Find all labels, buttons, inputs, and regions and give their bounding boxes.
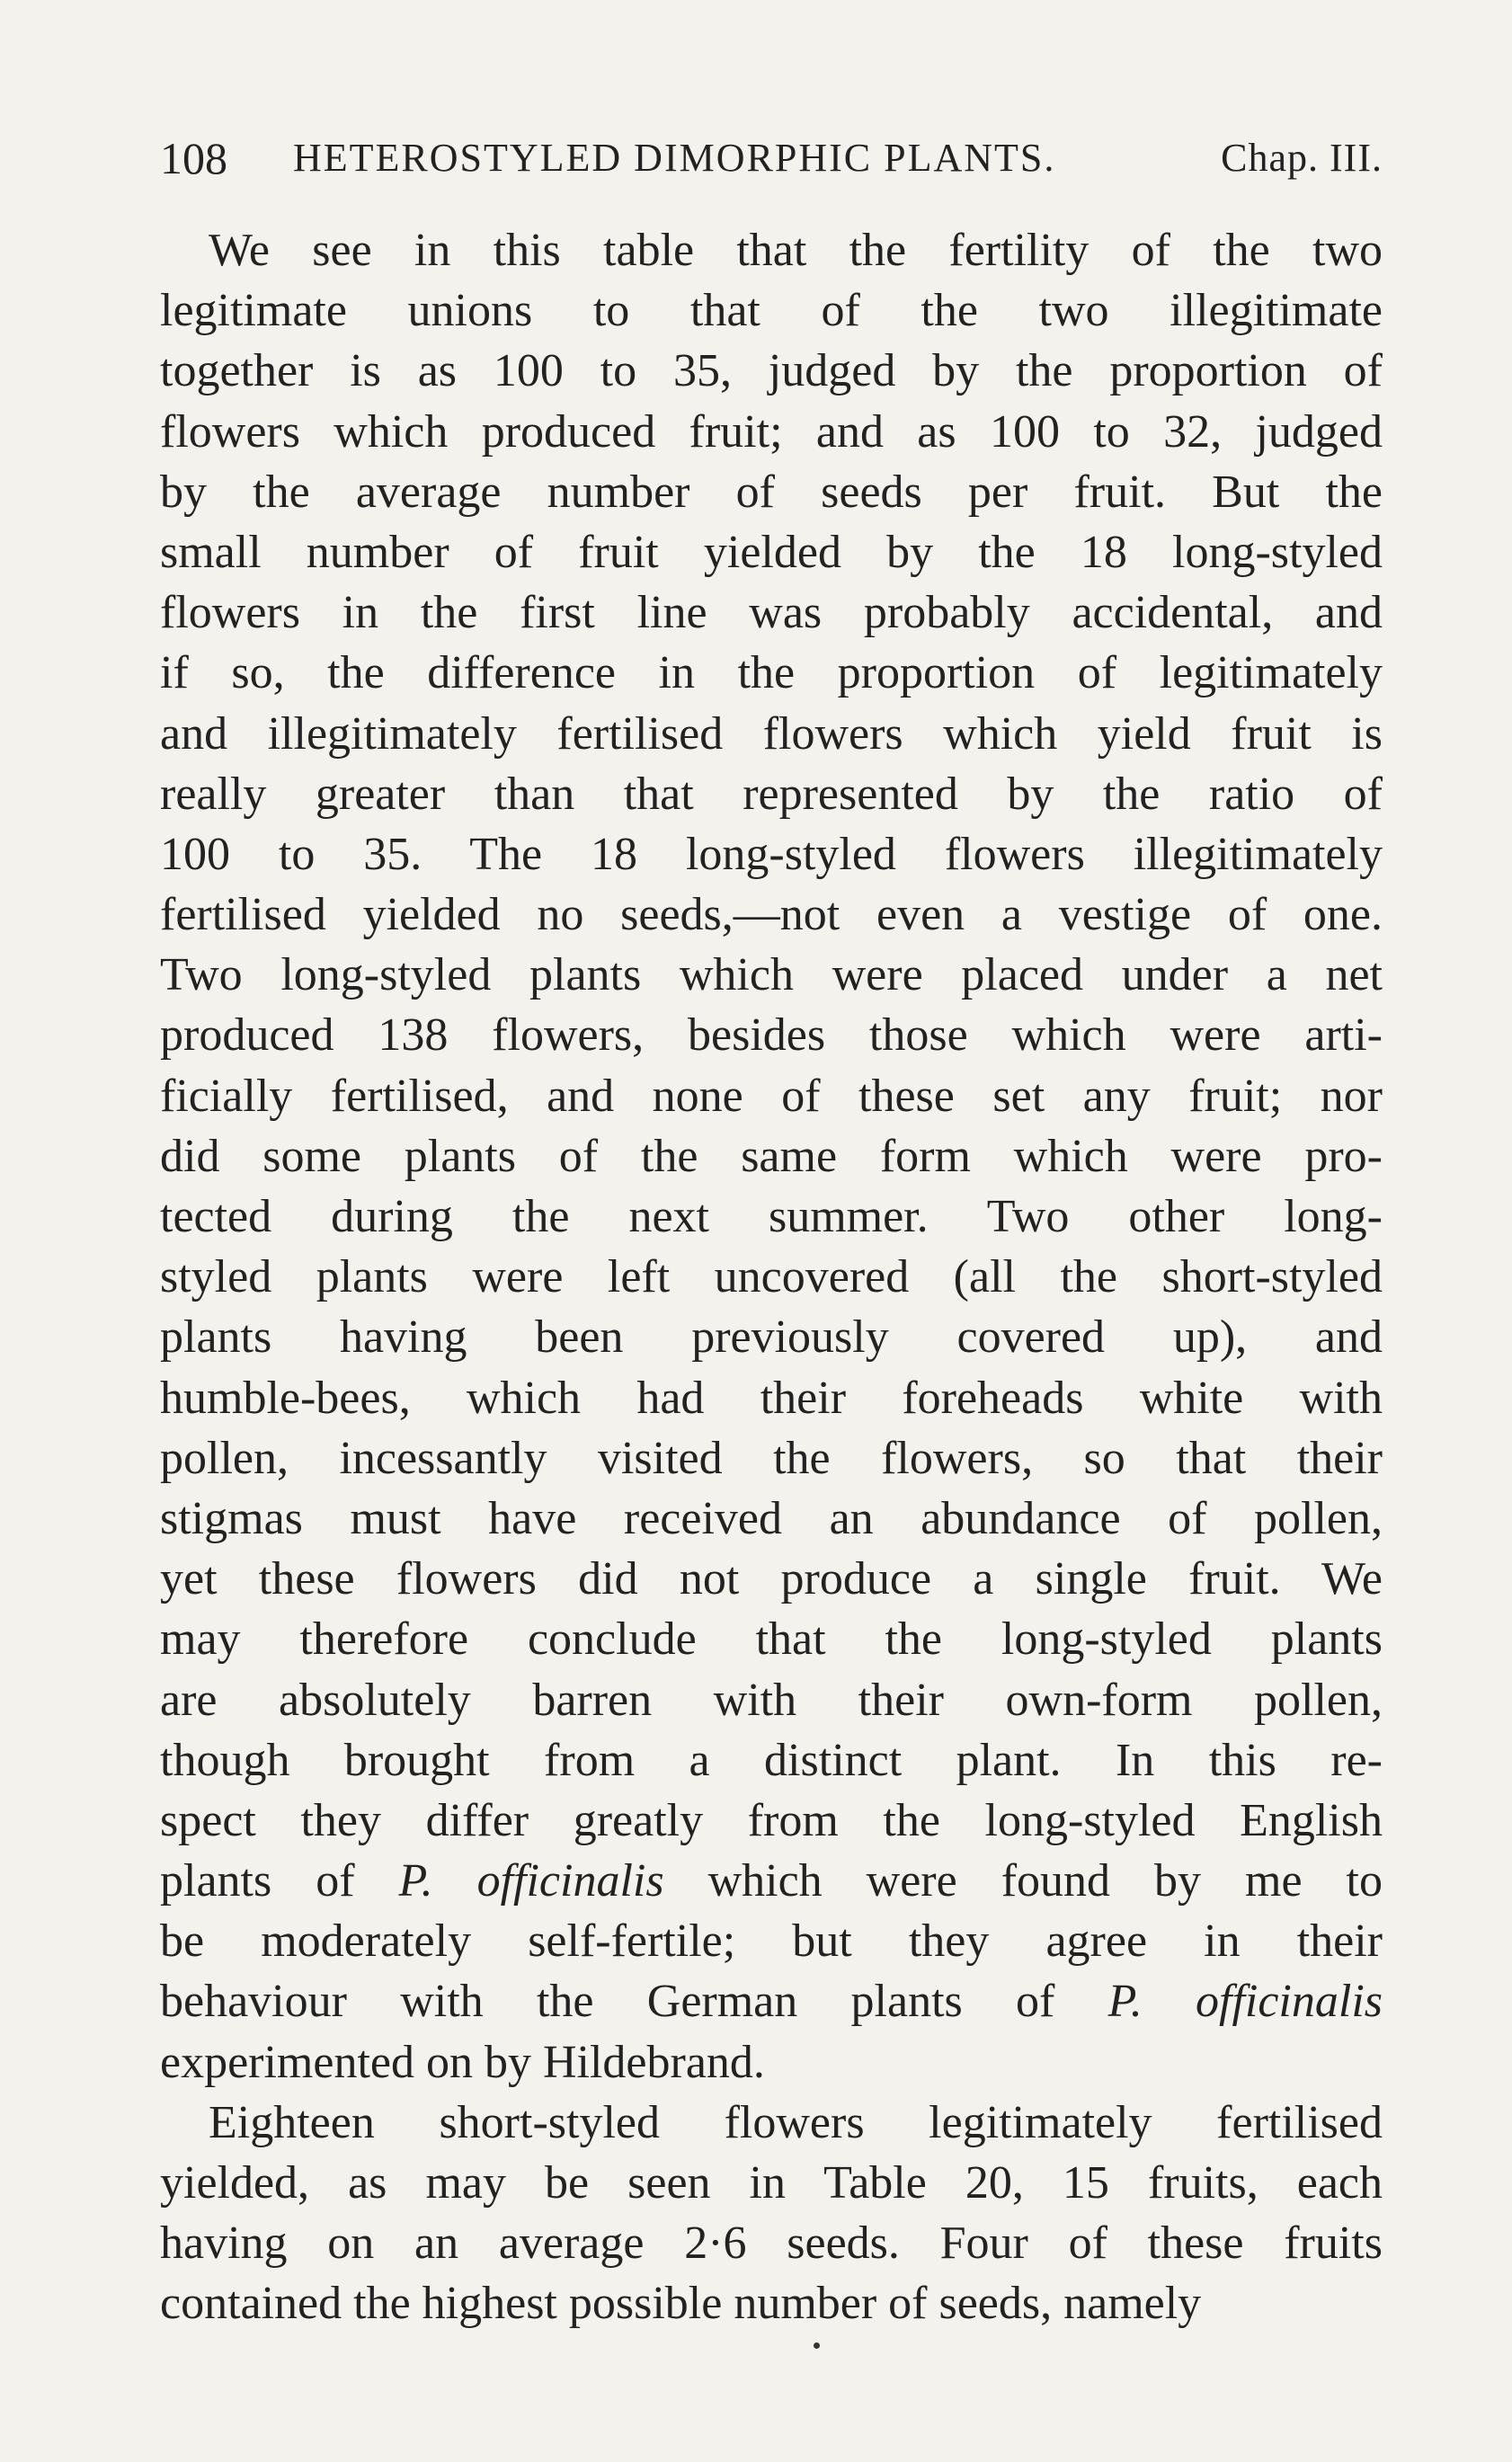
text-line: and illegitimately fertilised flowers which yield fruit is — [160, 707, 1383, 760]
text-line: are absolutely barren with their own-form pollen, — [160, 1674, 1383, 1726]
text-line: having on an average 2·6 seeds. Four of these fruits — [160, 2218, 1383, 2270]
text-line: if so, the difference in the proportion of legitimately — [160, 647, 1383, 699]
text-line: legitimate unions to that of the two illegitimate — [160, 285, 1383, 337]
text-segment: behaviour with the German plants of — [160, 1976, 1108, 2028]
running-head — [160, 131, 1383, 185]
page-number: 108 — [160, 133, 227, 183]
text-line: small number of fruit yielded by the 18 long-styled — [160, 526, 1383, 578]
species-name: P. officinalis — [1107, 1976, 1383, 2028]
text-line: flowers in the first line was probably accidental, and — [160, 587, 1383, 639]
text-line: by the average number of seeds per fruit. But the — [160, 466, 1383, 518]
text-line: yielded, as may be seen in Table 20, 15 fruits, each — [160, 2157, 1383, 2209]
text-line: contained the highest possible number of seeds, namely — [160, 2278, 1202, 2330]
chapter-label: Chap. III. — [1221, 136, 1383, 180]
text-line: did some plants of the same form which were pro- — [160, 1130, 1383, 1182]
text-line: Eighteen short-styled flowers legitimately fertilised — [209, 2096, 1383, 2148]
text-line: stigmas must have received an abundance of pollen, — [160, 1492, 1383, 1544]
body-text — [160, 220, 1383, 2334]
text-line: humble-bees, which had their foreheads white with — [160, 1372, 1383, 1424]
text-line: ficially fertilised, and none of these set any fruit; nor — [160, 1070, 1383, 1122]
text-line: flowers which produced fruit; and as 100 to 32, judged — [160, 405, 1383, 458]
text-line: spect they differ greatly from the long-styled English — [160, 1794, 1383, 1846]
text-line — [160, 1851, 1383, 1911]
text-line: be moderately self-fertile; but they agree in their — [160, 1915, 1383, 1968]
text-line: really greater than that represented by the ratio of — [160, 768, 1383, 820]
text-line: tected during the next summer. Two other long- — [160, 1191, 1383, 1242]
text-line: together is as 100 to 35, judged by the proportion of — [160, 345, 1383, 397]
text-line: 100 to 35. The 18 long-styled flowers illegitimately — [160, 828, 1383, 880]
running-title: HETEROSTYLED DIMORPHIC PLANTS. — [293, 136, 1056, 180]
text-line: Two long-styled plants which were placed under a net — [160, 949, 1383, 1001]
text-line: plants having been previously covered up), and — [160, 1311, 1383, 1364]
text-segment: plants of — [160, 1855, 399, 1907]
text-line: experimented on by Hildebrand. — [160, 2036, 765, 2088]
text-line: styled plants were left uncovered (all the short-styled — [160, 1251, 1383, 1303]
text-line: fertilised yielded no seeds,—not even a vestige of one. — [160, 889, 1383, 941]
text-segment: which were found by me to — [663, 1855, 1383, 1907]
text-line: We see in this table that the fertility of the two — [209, 225, 1383, 276]
text-line: may therefore conclude that the long-styled plants — [160, 1613, 1383, 1666]
text-line: produced 138 flowers, besides those which were arti- — [160, 1009, 1383, 1062]
text-line: though brought from a distinct plant. In this re- — [160, 1734, 1383, 1786]
text-line — [160, 1971, 1383, 2031]
text-line: yet these flowers did not produce a single fruit. We — [160, 1553, 1383, 1605]
text-line: pollen, incessantly visited the flowers, so that their — [160, 1432, 1383, 1484]
species-name: P. officinalis — [398, 1855, 664, 1907]
page-speck — [814, 2342, 820, 2349]
